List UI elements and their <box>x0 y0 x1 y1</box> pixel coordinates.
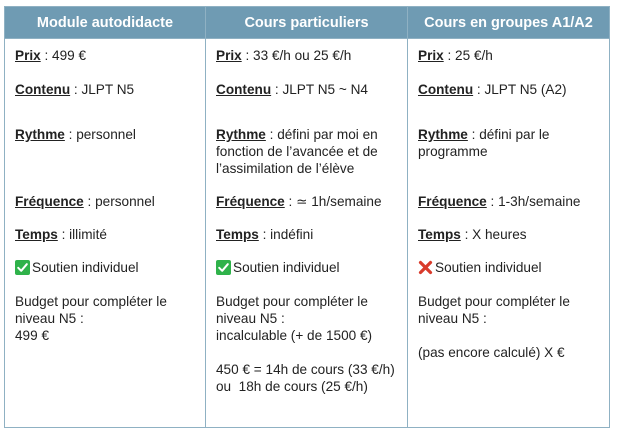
rythme-label: Rythme <box>15 127 65 142</box>
contenu-label: Contenu <box>216 82 272 97</box>
temps-value: : illimité <box>57 227 107 242</box>
frequence-label: Fréquence <box>418 194 487 209</box>
temps-value: : indéfini <box>258 227 314 242</box>
soutien-label: Soutien individuel <box>435 260 542 275</box>
budget-label: Budget pour compléter le niveau N5 : <box>15 294 167 326</box>
contenu-row <box>216 81 399 126</box>
prix-row <box>216 47 399 81</box>
soutien-row <box>216 259 399 293</box>
header-cours-groupes: Cours en groupes A1/A2 <box>408 7 610 39</box>
contenu-value: : JLPT N5 ~ N4 <box>271 82 368 97</box>
contenu-row <box>15 81 197 126</box>
frequence-value: : personnel <box>83 194 155 209</box>
header-row <box>5 7 610 39</box>
frequence-value: : 1-3h/semaine <box>486 194 581 209</box>
temps-label: Temps <box>216 227 259 242</box>
prix-row <box>418 47 601 81</box>
soutien-row <box>418 259 601 293</box>
prix-value: : 499 € <box>40 48 87 63</box>
header-cours-particuliers: Cours particuliers <box>206 7 408 39</box>
temps-row <box>15 226 197 259</box>
rythme-label: Rythme <box>418 127 468 142</box>
green-check-icon <box>15 260 30 275</box>
contenu-row <box>418 81 601 126</box>
rythme-row <box>15 126 197 193</box>
contenu-label: Contenu <box>15 82 71 97</box>
header-module-autodidacte: Module autodidacte <box>5 7 206 39</box>
temps-label: Temps <box>418 227 461 242</box>
content-row <box>5 39 610 428</box>
prix-label: Prix <box>418 48 444 63</box>
prix-label: Prix <box>15 48 41 63</box>
temps-label: Temps <box>15 227 58 242</box>
column-cours-groupes <box>408 39 610 428</box>
frequence-row <box>15 193 197 226</box>
soutien-label: Soutien individuel <box>233 260 340 275</box>
frequence-label: Fréquence <box>216 194 285 209</box>
cost-calculation-25: ou 18h de cours (25 €/h) <box>216 379 368 394</box>
prix-value: : 25 €/h <box>443 48 493 63</box>
prix-value: : 33 €/h ou 25 €/h <box>241 48 352 63</box>
frequence-row <box>418 193 601 226</box>
cost-calculation-33: 450 € = 14h de cours (33 €/h) <box>216 362 395 377</box>
frequence-value: : ≃ 1h/semaine <box>284 194 382 209</box>
green-check-icon <box>216 260 231 275</box>
budget-value: (pas encore calculé) X € <box>418 345 565 360</box>
budget-label: Budget pour compléter le niveau N5 : <box>418 294 570 326</box>
rythme-label: Rythme <box>216 127 266 142</box>
comparison-table <box>4 6 610 428</box>
prix-row <box>15 47 197 81</box>
rythme-value: : défini par moi en fonction de l’avancée et de l’assimilation de l’élève <box>216 127 378 176</box>
prix-label: Prix <box>216 48 242 63</box>
rythme-row <box>216 126 399 193</box>
temps-value: : X heures <box>460 227 527 242</box>
contenu-value: : JLPT N5 (A2) <box>473 82 567 97</box>
temps-row <box>216 226 399 259</box>
column-cours-particuliers <box>206 39 408 428</box>
rythme-value: : personnel <box>64 127 136 142</box>
red-cross-icon <box>418 260 433 275</box>
temps-row <box>418 226 601 259</box>
rythme-row <box>418 126 601 193</box>
frequence-label: Fréquence <box>15 194 84 209</box>
column-module-autodidacte <box>5 39 206 428</box>
contenu-value: : JLPT N5 <box>70 82 135 97</box>
budget-value: incalculable (+ de 1500 €) <box>216 328 373 343</box>
frequence-row <box>216 193 399 226</box>
rythme-value: : défini par le programme <box>418 127 550 159</box>
budget-value: 499 € <box>15 328 50 343</box>
contenu-label: Contenu <box>418 82 474 97</box>
budget-label: Budget pour compléter le niveau N5 : <box>216 294 368 326</box>
soutien-label: Soutien individuel <box>32 260 139 275</box>
soutien-row <box>15 259 197 293</box>
